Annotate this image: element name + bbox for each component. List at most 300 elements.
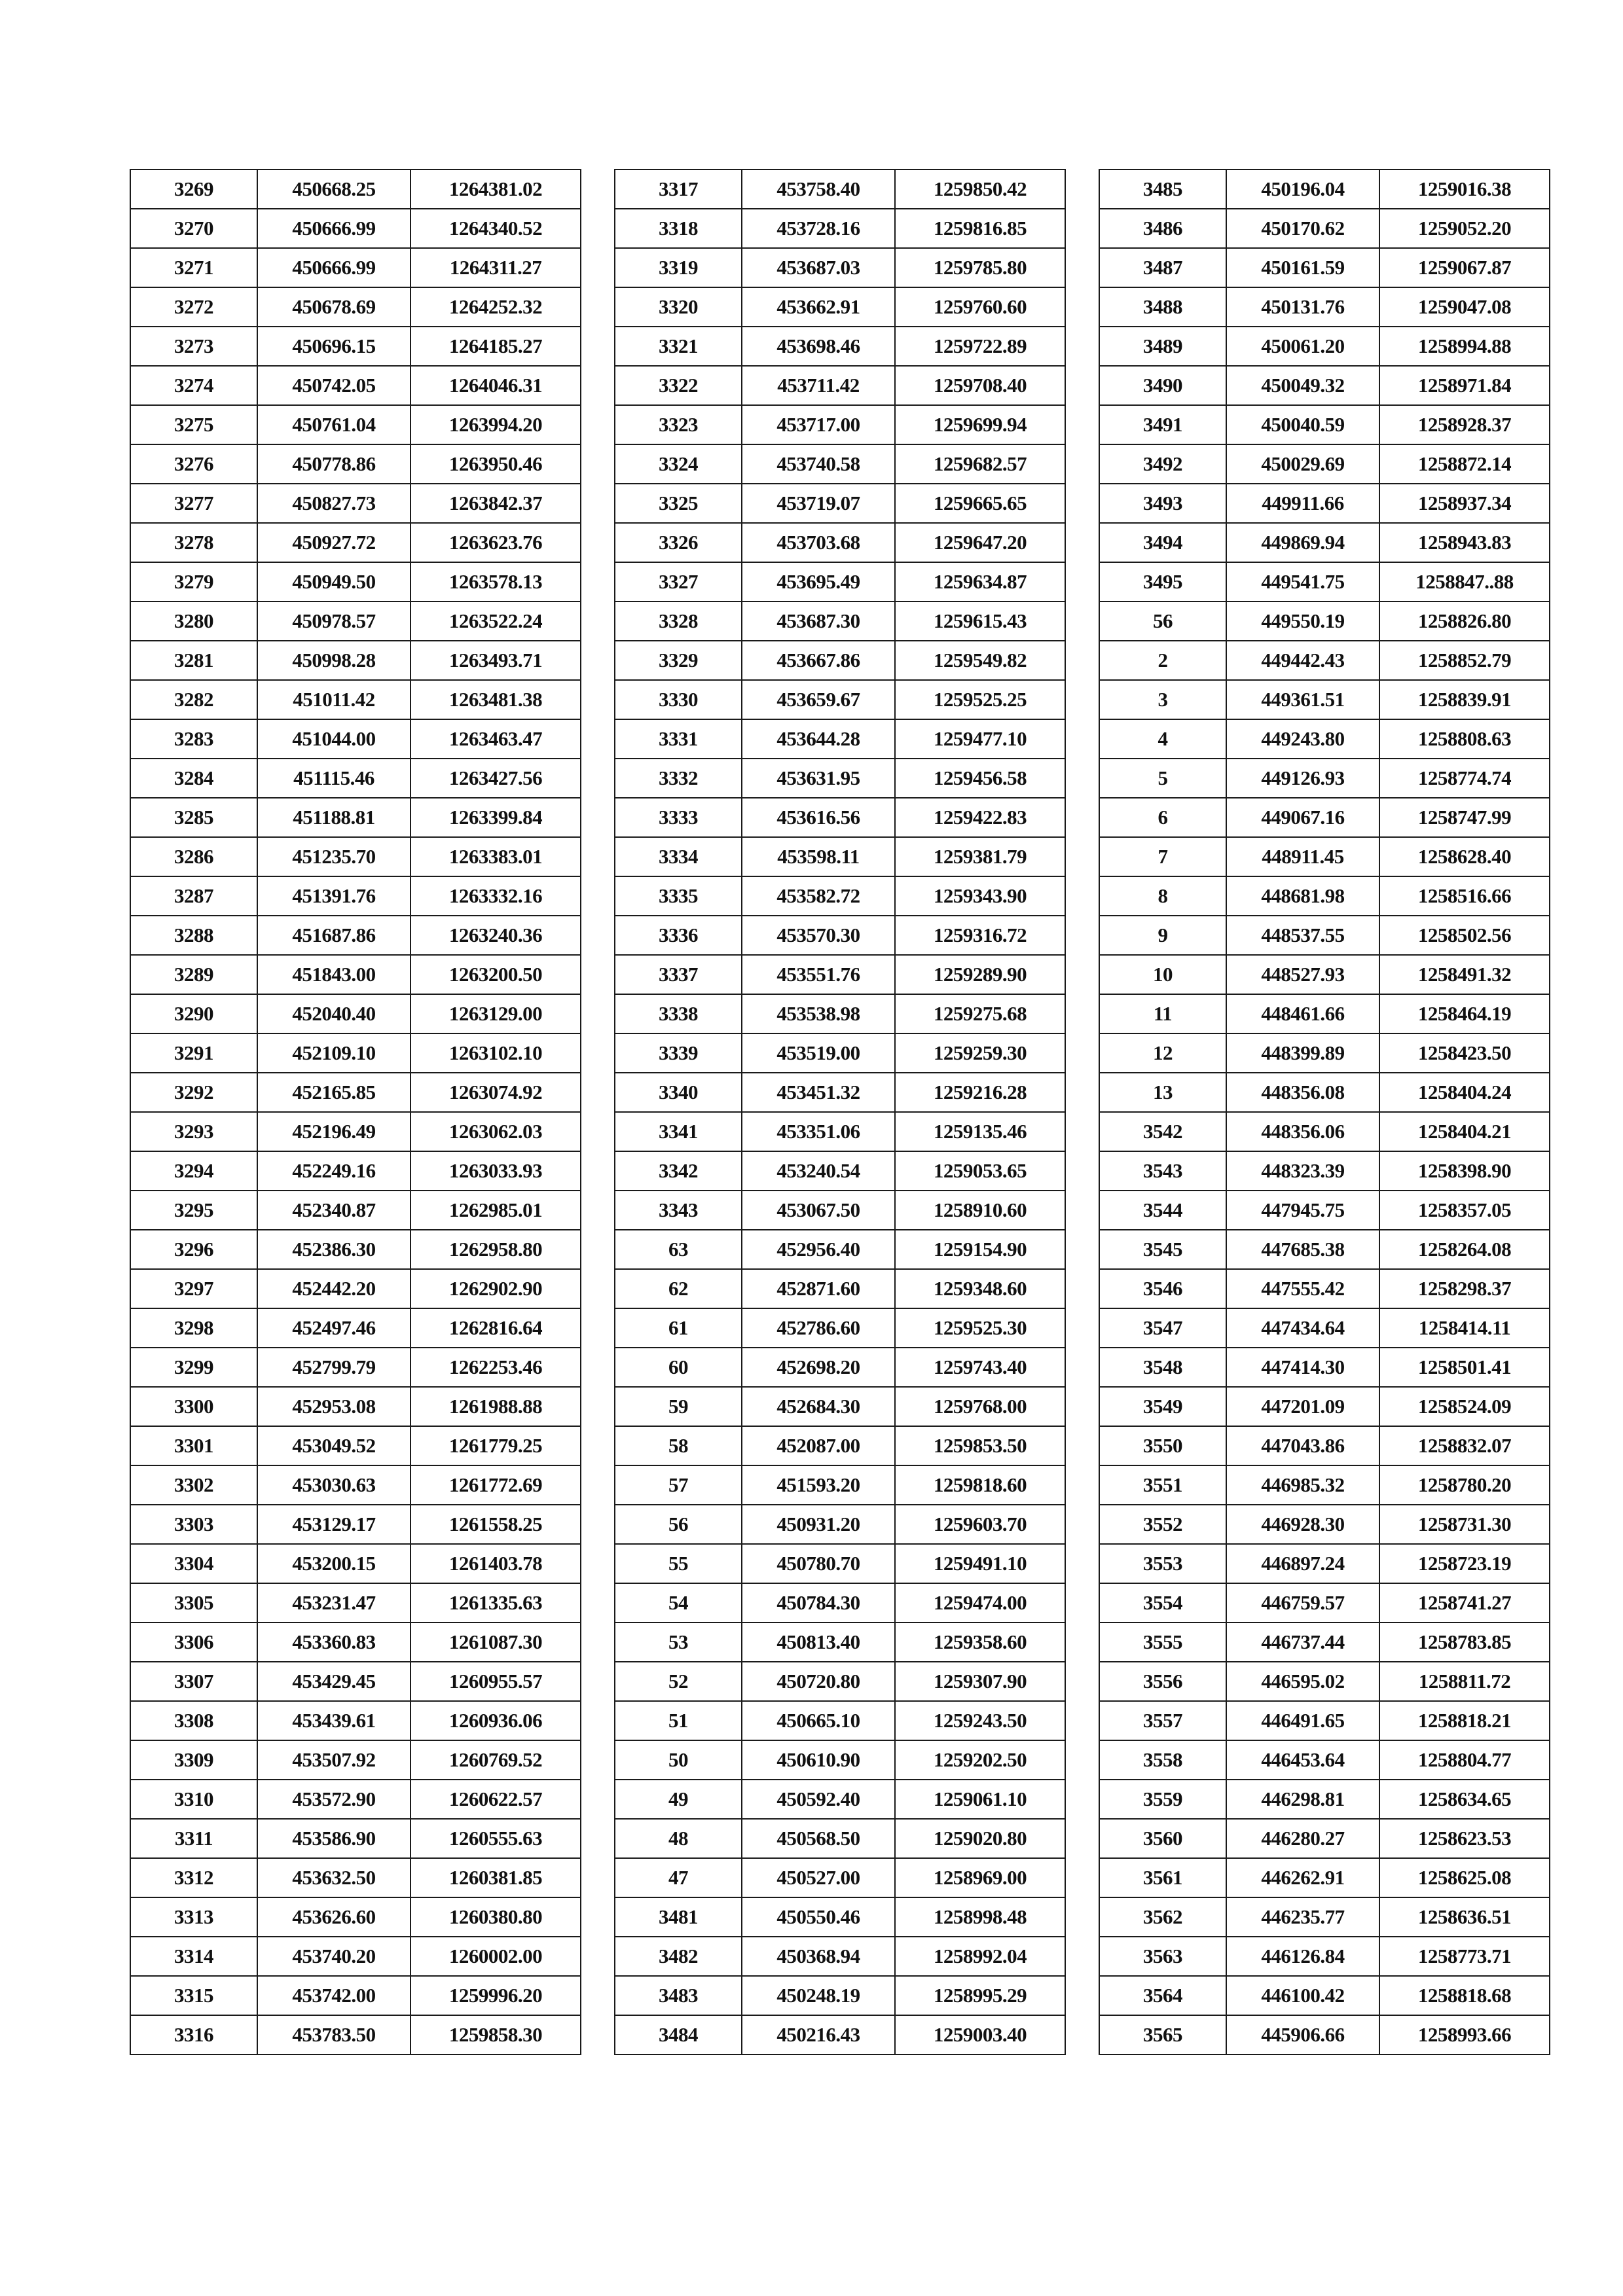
point-number-cell: 58 [615,1426,742,1465]
x-coordinate-cell: 453451.32 [742,1073,895,1112]
y-coordinate-cell: 1263994.20 [410,405,581,444]
point-number-cell: 3296 [130,1230,257,1269]
y-coordinate-cell: 1263578.13 [410,562,581,601]
y-coordinate-cell: 1263842.37 [410,484,581,523]
y-coordinate-cell: 1259699.94 [895,405,1065,444]
x-coordinate-cell: 450196.04 [1226,170,1379,209]
y-coordinate-cell: 1259785.80 [895,248,1065,287]
point-number-cell: 57 [615,1465,742,1505]
y-coordinate-cell: 1263427.56 [410,759,581,798]
y-coordinate-cell: 1261403.78 [410,1544,581,1583]
x-coordinate-cell: 453662.91 [742,287,895,327]
table-row [1099,1348,1550,1387]
y-coordinate-cell: 1263200.50 [410,955,581,994]
table-row [130,1583,581,1623]
x-coordinate-cell: 451188.81 [257,798,410,837]
y-coordinate-cell: 1258264.08 [1379,1230,1550,1269]
point-number-cell: 3332 [615,759,742,798]
point-number-cell: 3331 [615,719,742,759]
table-row [615,1544,1065,1583]
table-row [130,1662,581,1701]
table-row [1099,1740,1550,1780]
x-coordinate-cell: 448527.93 [1226,955,1379,994]
y-coordinate-cell: 1258826.80 [1379,601,1550,641]
x-coordinate-cell: 450592.40 [742,1780,895,1819]
x-coordinate-cell: 453631.95 [742,759,895,798]
table-row [130,1819,581,1858]
x-coordinate-cell: 450949.50 [257,562,410,601]
point-number-cell: 3313 [130,1897,257,1937]
y-coordinate-cell: 1258971.84 [1379,366,1550,405]
y-coordinate-cell: 1264252.32 [410,287,581,327]
table-row [130,1387,581,1426]
y-coordinate-cell: 1259348.60 [895,1269,1065,1308]
table-row [1099,444,1550,484]
point-number-cell: 9 [1099,916,1226,955]
y-coordinate-cell: 1260380.80 [410,1897,581,1937]
x-coordinate-cell: 453551.76 [742,955,895,994]
y-coordinate-cell: 1261087.30 [410,1623,581,1662]
point-number-cell: 3304 [130,1544,257,1583]
x-coordinate-cell: 452786.60 [742,1308,895,1348]
table-row [615,1937,1065,1976]
x-coordinate-cell: 446298.81 [1226,1780,1379,1819]
point-number-cell: 3557 [1099,1701,1226,1740]
table-row [130,1191,581,1230]
table-row [130,1701,581,1740]
point-number-cell: 3317 [615,170,742,209]
x-coordinate-cell: 453758.40 [742,170,895,209]
point-number-cell: 3564 [1099,1976,1226,2015]
table-row [615,1819,1065,1858]
x-coordinate-cell: 452340.87 [257,1191,410,1230]
y-coordinate-cell: 1263383.01 [410,837,581,876]
point-number-cell: 3495 [1099,562,1226,601]
x-coordinate-cell: 449869.94 [1226,523,1379,562]
point-number-cell: 59 [615,1387,742,1426]
y-coordinate-cell: 1259243.50 [895,1701,1065,1740]
x-coordinate-cell: 452040.40 [257,994,410,1033]
point-number-cell: 56 [1099,601,1226,641]
x-coordinate-cell: 452953.08 [257,1387,410,1426]
x-coordinate-cell: 446491.65 [1226,1701,1379,1740]
point-number-cell: 3484 [615,2015,742,2054]
x-coordinate-cell: 450216.43 [742,2015,895,2054]
table-row [130,1505,581,1544]
y-coordinate-cell: 1260555.63 [410,1819,581,1858]
y-coordinate-cell: 1263332.16 [410,876,581,916]
point-number-cell: 5 [1099,759,1226,798]
table-row [130,798,581,837]
table-row [1099,1308,1550,1348]
table-row [130,1348,581,1387]
y-coordinate-cell: 1258636.51 [1379,1897,1550,1937]
table-row [1099,1819,1550,1858]
x-coordinate-cell: 453586.90 [257,1819,410,1858]
x-coordinate-cell: 450927.72 [257,523,410,562]
x-coordinate-cell: 449067.16 [1226,798,1379,837]
point-number-cell: 3299 [130,1348,257,1387]
x-coordinate-cell: 451593.20 [742,1465,895,1505]
y-coordinate-cell: 1258501.41 [1379,1348,1550,1387]
x-coordinate-cell: 449126.93 [1226,759,1379,798]
y-coordinate-cell: 1259474.00 [895,1583,1065,1623]
point-number-cell: 3305 [130,1583,257,1623]
point-number-cell: 3276 [130,444,257,484]
point-number-cell: 3553 [1099,1544,1226,1583]
y-coordinate-cell: 1262985.01 [410,1191,581,1230]
point-number-cell: 3284 [130,759,257,798]
point-number-cell: 3482 [615,1937,742,1976]
y-coordinate-cell: 1259615.43 [895,601,1065,641]
point-number-cell: 3316 [130,2015,257,2054]
table-row [1099,562,1550,601]
x-coordinate-cell: 453231.47 [257,1583,410,1623]
y-coordinate-cell: 1259067.87 [1379,248,1550,287]
table-row [1099,2015,1550,2054]
point-number-cell: 3555 [1099,1623,1226,1662]
y-coordinate-cell: 1263240.36 [410,916,581,955]
x-coordinate-cell: 453129.17 [257,1505,410,1544]
x-coordinate-cell: 446235.77 [1226,1897,1379,1937]
table-row [130,1151,581,1191]
x-coordinate-cell: 450784.30 [742,1583,895,1623]
y-coordinate-cell: 1260622.57 [410,1780,581,1819]
y-coordinate-cell: 1258625.08 [1379,1858,1550,1897]
table-row [1099,1976,1550,2015]
y-coordinate-cell: 1259525.25 [895,680,1065,719]
table-row [1099,837,1550,876]
point-number-cell: 12 [1099,1033,1226,1073]
point-number-cell: 3310 [130,1780,257,1819]
y-coordinate-cell: 1262958.80 [410,1230,581,1269]
point-number-cell: 13 [1099,1073,1226,1112]
x-coordinate-cell: 450061.20 [1226,327,1379,366]
x-coordinate-cell: 446280.27 [1226,1819,1379,1858]
point-number-cell: 3321 [615,327,742,366]
point-number-cell: 3295 [130,1191,257,1230]
point-number-cell: 3285 [130,798,257,837]
point-number-cell: 61 [615,1308,742,1348]
y-coordinate-cell: 1261558.25 [410,1505,581,1544]
table-row [130,170,581,209]
y-coordinate-cell: 1258852.79 [1379,641,1550,680]
x-coordinate-cell: 453698.46 [742,327,895,366]
point-number-cell: 3278 [130,523,257,562]
point-number-cell: 3319 [615,248,742,287]
x-coordinate-cell: 453067.50 [742,1191,895,1230]
point-number-cell: 3297 [130,1269,257,1308]
point-number-cell: 49 [615,1780,742,1819]
y-coordinate-cell: 1258783.85 [1379,1623,1550,1662]
y-coordinate-cell: 1258992.04 [895,1937,1065,1976]
x-coordinate-cell: 453507.92 [257,1740,410,1780]
x-coordinate-cell: 453030.63 [257,1465,410,1505]
table-row [1099,327,1550,366]
y-coordinate-cell: 1263463.47 [410,719,581,759]
y-coordinate-cell: 1263623.76 [410,523,581,562]
point-number-cell: 3324 [615,444,742,484]
table-row [615,248,1065,287]
table-row [1099,1112,1550,1151]
point-number-cell: 3312 [130,1858,257,1897]
point-number-cell: 3292 [130,1073,257,1112]
table-row [615,1073,1065,1112]
table-row [130,1544,581,1583]
table-row [615,1465,1065,1505]
point-number-cell: 3293 [130,1112,257,1151]
y-coordinate-cell: 1259665.65 [895,484,1065,523]
table-row [130,1230,581,1269]
table-row [130,955,581,994]
x-coordinate-cell: 453667.86 [742,641,895,680]
table-row [615,641,1065,680]
point-number-cell: 3554 [1099,1583,1226,1623]
table-row [130,1112,581,1151]
table-row [615,1112,1065,1151]
y-coordinate-cell: 1258832.07 [1379,1426,1550,1465]
table-row [1099,209,1550,248]
table-row [615,1662,1065,1701]
y-coordinate-cell: 1259603.70 [895,1505,1065,1544]
x-coordinate-cell: 450610.90 [742,1740,895,1780]
y-coordinate-cell: 1259477.10 [895,719,1065,759]
table-row [1099,1897,1550,1937]
y-coordinate-cell: 1259634.87 [895,562,1065,601]
y-coordinate-cell: 1259216.28 [895,1073,1065,1112]
x-coordinate-cell: 453783.50 [257,2015,410,2054]
point-number-cell: 3298 [130,1308,257,1348]
table-row [1099,1151,1550,1191]
table-row [1099,994,1550,1033]
table-row [1099,484,1550,523]
y-coordinate-cell: 1263062.03 [410,1112,581,1151]
y-coordinate-cell: 1260955.57 [410,1662,581,1701]
x-coordinate-cell: 445906.66 [1226,2015,1379,2054]
x-coordinate-cell: 452871.60 [742,1269,895,1308]
table-row [1099,641,1550,680]
point-number-cell: 3301 [130,1426,257,1465]
point-number-cell: 3307 [130,1662,257,1701]
coordinate-table-1 [130,169,581,2055]
point-number-cell: 3327 [615,562,742,601]
point-number-cell: 54 [615,1583,742,1623]
y-coordinate-cell: 1259525.30 [895,1308,1065,1348]
y-coordinate-cell: 1258502.56 [1379,916,1550,955]
x-coordinate-cell: 448356.06 [1226,1112,1379,1151]
table-row [615,1387,1065,1426]
y-coordinate-cell: 1259135.46 [895,1112,1065,1151]
point-number-cell: 3286 [130,837,257,876]
x-coordinate-cell: 453687.30 [742,601,895,641]
point-number-cell: 3326 [615,523,742,562]
x-coordinate-cell: 453695.49 [742,562,895,601]
point-number-cell: 3542 [1099,1112,1226,1151]
y-coordinate-cell: 1258774.74 [1379,759,1550,798]
x-coordinate-cell: 448356.08 [1226,1073,1379,1112]
y-coordinate-cell: 1258723.19 [1379,1544,1550,1583]
x-coordinate-cell: 447043.86 [1226,1426,1379,1465]
point-number-cell: 3329 [615,641,742,680]
x-coordinate-cell: 450720.80 [742,1662,895,1701]
point-number-cell: 3551 [1099,1465,1226,1505]
point-number-cell: 3272 [130,287,257,327]
x-coordinate-cell: 450780.70 [742,1544,895,1583]
table-row [615,366,1065,405]
table-row [130,444,581,484]
point-number-cell: 3333 [615,798,742,837]
x-coordinate-cell: 452196.49 [257,1112,410,1151]
y-coordinate-cell: 1258839.91 [1379,680,1550,719]
y-coordinate-cell: 1258872.14 [1379,444,1550,484]
x-coordinate-cell: 452684.30 [742,1387,895,1426]
y-coordinate-cell: 1259307.90 [895,1662,1065,1701]
point-number-cell: 3563 [1099,1937,1226,1976]
point-number-cell: 2 [1099,641,1226,680]
y-coordinate-cell: 1262253.46 [410,1348,581,1387]
x-coordinate-cell: 453659.67 [742,680,895,719]
y-coordinate-cell: 1259722.89 [895,327,1065,366]
table-row [615,1505,1065,1544]
x-coordinate-cell: 453360.83 [257,1623,410,1662]
table-row [1099,759,1550,798]
table-row [615,1740,1065,1780]
table-row [1099,1230,1550,1269]
point-number-cell: 3320 [615,287,742,327]
x-coordinate-cell: 446126.84 [1226,1937,1379,1976]
point-number-cell: 3491 [1099,405,1226,444]
point-number-cell: 3283 [130,719,257,759]
table-row [615,1858,1065,1897]
y-coordinate-cell: 1259850.42 [895,170,1065,209]
y-coordinate-cell: 1258994.88 [1379,327,1550,366]
y-coordinate-cell: 1259016.38 [1379,170,1550,209]
x-coordinate-cell: 446985.32 [1226,1465,1379,1505]
x-coordinate-cell: 452087.00 [742,1426,895,1465]
x-coordinate-cell: 450931.20 [742,1505,895,1544]
y-coordinate-cell: 1259047.08 [1379,287,1550,327]
table-row [130,994,581,1033]
point-number-cell: 3343 [615,1191,742,1230]
y-coordinate-cell: 1258818.68 [1379,1976,1550,2015]
table-row [615,1897,1065,1937]
point-number-cell: 3275 [130,405,257,444]
table-row [615,1269,1065,1308]
y-coordinate-cell: 1261779.25 [410,1426,581,1465]
point-number-cell: 3560 [1099,1819,1226,1858]
y-coordinate-cell: 1258780.20 [1379,1465,1550,1505]
y-coordinate-cell: 1260936.06 [410,1701,581,1740]
x-coordinate-cell: 450170.62 [1226,209,1379,248]
y-coordinate-cell: 1258516.66 [1379,876,1550,916]
table-row [130,837,581,876]
y-coordinate-cell: 1258847..88 [1379,562,1550,601]
x-coordinate-cell: 453582.72 [742,876,895,916]
table-row [615,798,1065,837]
y-coordinate-cell: 1258464.19 [1379,994,1550,1033]
table-row [615,916,1065,955]
point-number-cell: 55 [615,1544,742,1583]
point-number-cell: 60 [615,1348,742,1387]
table-row [615,170,1065,209]
y-coordinate-cell: 1258398.90 [1379,1151,1550,1191]
y-coordinate-cell: 1258747.99 [1379,798,1550,837]
point-number-cell: 3486 [1099,209,1226,248]
x-coordinate-cell: 450248.19 [742,1976,895,2015]
x-coordinate-cell: 449243.80 [1226,719,1379,759]
point-number-cell: 3269 [130,170,257,209]
x-coordinate-cell: 453572.90 [257,1780,410,1819]
table-row [615,1623,1065,1662]
x-coordinate-cell: 448461.66 [1226,994,1379,1033]
table-row [130,248,581,287]
x-coordinate-cell: 453719.07 [742,484,895,523]
point-number-cell: 3302 [130,1465,257,1505]
y-coordinate-cell: 1258357.05 [1379,1191,1550,1230]
x-coordinate-cell: 453570.30 [742,916,895,955]
y-coordinate-cell: 1258491.32 [1379,955,1550,994]
x-coordinate-cell: 448537.55 [1226,916,1379,955]
point-number-cell: 3311 [130,1819,257,1858]
table-row [615,837,1065,876]
point-number-cell: 3545 [1099,1230,1226,1269]
point-number-cell: 3337 [615,955,742,994]
point-number-cell: 3342 [615,1151,742,1191]
y-coordinate-cell: 1259381.79 [895,837,1065,876]
y-coordinate-cell: 1260769.52 [410,1740,581,1780]
table-row [130,1976,581,2015]
x-coordinate-cell: 451391.76 [257,876,410,916]
point-number-cell: 3288 [130,916,257,955]
point-number-cell: 3334 [615,837,742,876]
table-row [130,1740,581,1780]
table-row [130,1073,581,1112]
y-coordinate-cell: 1259358.60 [895,1623,1065,1662]
point-number-cell: 11 [1099,994,1226,1033]
x-coordinate-cell: 450161.59 [1226,248,1379,287]
x-coordinate-cell: 449911.66 [1226,484,1379,523]
x-coordinate-cell: 446100.42 [1226,1976,1379,2015]
x-coordinate-cell: 449361.51 [1226,680,1379,719]
x-coordinate-cell: 450550.46 [742,1897,895,1937]
x-coordinate-cell: 447201.09 [1226,1387,1379,1426]
x-coordinate-cell: 450666.99 [257,248,410,287]
point-number-cell: 3 [1099,680,1226,719]
point-number-cell: 3483 [615,1976,742,2015]
y-coordinate-cell: 1264311.27 [410,248,581,287]
table-row [1099,1073,1550,1112]
x-coordinate-cell: 446737.44 [1226,1623,1379,1662]
x-coordinate-cell: 448681.98 [1226,876,1379,916]
x-coordinate-cell: 450678.69 [257,287,410,327]
y-coordinate-cell: 1259052.20 [1379,209,1550,248]
point-number-cell: 10 [1099,955,1226,994]
x-coordinate-cell: 450368.94 [742,1937,895,1976]
y-coordinate-cell: 1258404.24 [1379,1073,1550,1112]
y-coordinate-cell: 1259456.58 [895,759,1065,798]
y-coordinate-cell: 1258998.48 [895,1897,1065,1937]
table-row [130,601,581,641]
y-coordinate-cell: 1258811.72 [1379,1662,1550,1701]
point-number-cell: 3280 [130,601,257,641]
y-coordinate-cell: 1261772.69 [410,1465,581,1505]
y-coordinate-cell: 1259202.50 [895,1740,1065,1780]
y-coordinate-cell: 1259768.00 [895,1387,1065,1426]
y-coordinate-cell: 1258414.11 [1379,1308,1550,1348]
x-coordinate-cell: 453429.45 [257,1662,410,1701]
x-coordinate-cell: 452165.85 [257,1073,410,1112]
point-number-cell: 3494 [1099,523,1226,562]
